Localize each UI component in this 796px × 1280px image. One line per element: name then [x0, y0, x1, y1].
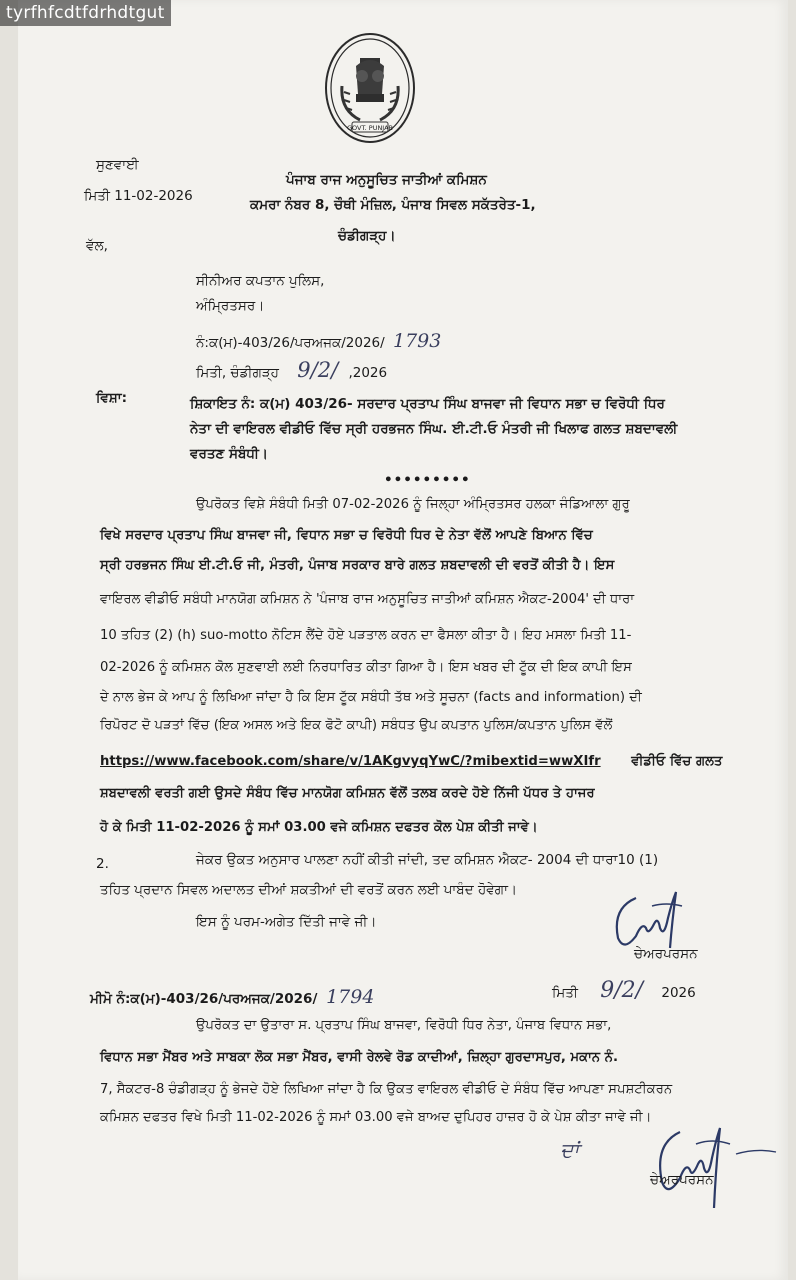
hearing-label: ਸੁਣਵਾਈ	[96, 157, 139, 173]
para1-line: ਰਿਪੋਰਟ ਦੋ ਪੜਤਾਂ ਵਿੱਚ (ਇਕ ਅਸਲ ਅਤੇ ਇਕ ਫੋਟੋ ਕਾਪੀ) ਸਬੰਧਤ ਉਪ ਕਪਤਾਨ ਪੁਲਿਸ/ਕਪਤਾਨ ਪੁਲਿਸ ਵੱਲੋਂ	[100, 718, 613, 733]
facebook-link[interactable]: https://www.facebook.com/share/v/1AKgvyqYwC/?mibextid=wwXIfr	[100, 754, 601, 769]
to-label: ਵੱਲ,	[86, 238, 108, 254]
endorsement-line: ਉਪਰੋਕਤ ਦਾ ਉਤਾਰਾ ਸ. ਪ੍ਰਤਾਪ ਸਿੰਘ ਬਾਜਵਾ, ਵਿਰੋਧੀ ਧਿਰ ਨੇਤਾ, ਪੰਜਾਬ ਵਿਧਾਨ ਸਭਾ,	[196, 1018, 612, 1033]
punjab-emblem-icon	[322, 30, 418, 146]
subject-label: ਵਿਸ਼ਾ:	[96, 390, 128, 406]
para1-line: 10 ਤਹਿਤ (2) (h) suo-motto ਨੋਟਿਸ ਲੈਂਦੇ ਹੋਏ ਪੜਤਾਲ ਕਰਨ ਦਾ ਫੈਸਲਾ ਕੀਤਾ ਹੈ। ਇਹ ਮਸਲਾ ਮਿਤੀ 11-	[100, 628, 632, 643]
para1-line: ਉਪਰੋਕਤ ਵਿਸ਼ੇ ਸੰਬੰਧੀ ਮਿਤੀ 07-02-2026 ਨੂੰ ਜਿਲ੍ਹਾ ਅੰਮ੍ਰਿਤਸਰ ਹਲਕਾ ਜੰਡਿਆਲਾ ਗੁਰੂ	[196, 497, 630, 512]
link-line	[100, 754, 723, 769]
chairperson-title-1: ਚੇਅਰਪਰਸਨ	[634, 946, 698, 962]
memo-ref-handwritten: 1794	[326, 986, 375, 1008]
subject-line1: ਸ਼ਿਕਾਇਤ ਨੰ: ਕ(ਮ) 403/26- ਸਰਦਾਰ ਪ੍ਰਤਾਪ ਸਿੰਘ ਬਾਜਵਾ ਜੀ ਵਿਧਾਨ ਸਭਾ ਚ ਵਿਰੋਧੀ ਧਿਰ	[190, 396, 665, 412]
para2-line3: ਇਸ ਨੂੰ ਪਰਮ-ਅਗੇਤ ਦਿੱਤੀ ਜਾਵੇ ਜੀ।	[196, 914, 377, 930]
office-address: ਕਮਰਾ ਨੰਬਰ 8, ਚੌਥੀ ਮੰਜ਼ਿਲ, ਪੰਜਾਬ ਸਿਵਲ ਸਕੱਤਰੇਤ-1,	[250, 197, 536, 213]
para2-line2: ਤਹਿਤ ਪ੍ਰਦਾਨ ਸਿਵਲ ਅਦਾਲਤ ਦੀਆਂ ਸ਼ਕਤੀਆਂ ਦੀ ਵਰਤੋਂ ਕਰਨ ਲਈ ਪਾਬੰਦ ਹੋਵੇਗਾ।	[100, 882, 518, 898]
para1-line: 02-2026 ਨੂੰ ਕਮਿਸ਼ਨ ਕੋਲ ਸੁਣਵਾਈ ਲਈ ਨਿਰਧਾਰਿਤ ਕੀਤਾ ਗਿਆ ਹੈ। ਇਸ ਖਬਰ ਦੀ ਟੂੱਕ ਦੀ ਇਕ ਕਾਪੀ ਇਸ	[100, 660, 632, 675]
reference-prefix: ਨੰ:ਕ(ਮ)-403/26/ਪਰਅਜਕ/2026/	[196, 335, 385, 351]
para1b-line: ਸ਼ਬਦਾਵਲੀ ਵਰਤੀ ਗਈ ਉਸਦੇ ਸੰਬੰਧ ਵਿੱਚ ਮਾਨਯੋਗ ਕਮਿਸ਼ਨ ਵੱਲੋਂ ਤਲਬ ਕਰਦੇ ਹੋਏ ਨਿੱਜੀ ਪੱਧਰ ਤੇ ਹਾਜਰ	[100, 786, 595, 801]
memo-date-handwritten: 9/2/	[600, 978, 644, 1003]
para2-number: 2.	[96, 856, 109, 872]
para1-line: ਵਿਖੇ ਸਰਦਾਰ ਪ੍ਰਤਾਪ ਸਿੰਘ ਬਾਜਵਾ ਜੀ, ਵਿਧਾਨ ਸਭਾ ਚ ਵਿਰੋਧੀ ਧਿਰ ਦੇ ਨੇਤਾ ਵੱਲੋਂ ਆਪਣੇ ਬਿਆਨ ਵਿੱਚ	[100, 528, 593, 543]
para1-line: ਵਾਇਰਲ ਵੀਡੀਓ ਸਬੰਧੀ ਮਾਨਯੋਗ ਕਮਿਸ਼ਨ ਨੇ 'ਪੰਜਾਬ ਰਾਜ ਅਨੁਸੂਚਿਤ ਜਾਤੀਆਂ ਕਮਿਸ਼ਨ ਐਕਟ-2004' ਦੀ ਧਾਰਾ	[100, 592, 635, 607]
memo-date	[552, 978, 696, 1004]
recipient-line2: ਅੰਮ੍ਰਿਤਸਰ।	[196, 298, 265, 314]
reference-number	[196, 330, 441, 353]
endorsement-line: ਵਿਧਾਨ ਸਭਾ ਮੈਂਬਰ ਅਤੇ ਸਾਬਕਾ ਲੋਕ ਸਭਾ ਮੈਂਬਰ, ਵਾਸੀ ਰੇਲਵੇ ਰੋਡ ਕਾਦੀਆਂ, ਜ਼ਿਲ੍ਹਾ ਗੁਰਦਾਸਪੁਰ, ਮਕਾਨ ਨੰ.	[100, 1050, 619, 1065]
date-handwritten: 9/2/	[297, 358, 339, 382]
chairperson-signature-2-icon	[640, 1118, 780, 1218]
handwritten-note: ਦਾਂ	[560, 1138, 579, 1162]
subject-divider: •••••••••	[384, 472, 471, 488]
recipient-line1: ਸੀਨੀਅਰ ਕਪਤਾਨ ਪੁਲਿਸ,	[196, 273, 325, 289]
para2-line1: ਜੇਕਰ ਉਕਤ ਅਨੁਸਾਰ ਪਾਲਣਾ ਨਹੀਂ ਕੀਤੀ ਜਾਂਦੀ, ਤਦ ਕਮਿਸ਼ਨ ਐਕਟ- 2004 ਦੀ ਧਾਰਾ10 (1)	[196, 852, 659, 868]
date-suffix: ,2026	[348, 365, 388, 381]
reference-handwritten: 1793	[392, 330, 442, 352]
subject-line3: ਵਰਤਣ ਸੰਬੰਧੀ।	[190, 446, 269, 462]
para1-line: ਦੇ ਨਾਲ ਭੇਜ ਕੇ ਆਪ ਨੂੰ ਲਿਖਿਆ ਜਾਂਦਾ ਹੈ ਕਿ ਇਸ ਟੂੱਕ ਸਬੰਧੀ ਤੱਥ ਅਤੇ ਸੂਚਨਾ (facts and information) ਦੀ	[100, 690, 642, 705]
para1b-line: ਹੋ ਕੇ ਮਿਤੀ 11-02-2026 ਨੂੰ ਸਮਾਂ 03.00 ਵਜੇ ਕਮਿਸ਼ਨ ਦਫਤਰ ਕੋਲ ਪੇਸ਼ ਕੀਤੀ ਜਾਵੇ।	[100, 820, 538, 835]
link-after-text: ਵੀਡੀਓ ਵਿੱਚ ਗਲਤ	[631, 754, 723, 769]
memo-date-year: 2026	[661, 985, 696, 1001]
date-prefix: ਮਿਤੀ, ਚੰਡੀਗੜ੍ਹ	[196, 365, 279, 381]
para1-line: ਸ੍ਰੀ ਹਰਭਜਨ ਸਿੰਘ ਈ.ਟੀ.ਓ ਜੀ, ਮੰਤਰੀ, ਪੰਜਾਬ ਸਰਕਾਰ ਬਾਰੇ ਗਲਤ ਸ਼ਬਦਾਵਲੀ ਦੀ ਵਰਤੋਂ ਕੀਤੀ ਹੈ। ਇਸ	[100, 558, 615, 573]
watermark-text: tyrfhfcdtfdrhdtgut	[0, 0, 171, 26]
memo-ref-prefix: ਮੀਮੋ ਨੰ:ਕ(ਮ)-403/26/ਪਰਅਜਕ/2026/	[90, 991, 318, 1007]
subject-line2: ਨੇਤਾ ਦੀ ਵਾਇਰਲ ਵੀਡੀਓ ਵਿੱਚ ਸ੍ਰੀ ਹਰਭਜਨ ਸਿੰਘ. ਈ.ਟੀ.ਓ ਮੰਤਰੀ ਜੀ ਖਿਲਾਫ ਗਲਤ ਸ਼ਬਦਾਵਲੀ	[190, 421, 678, 437]
memo-reference	[90, 986, 374, 1009]
hearing-date: ਮਿਤੀ 11-02-2026	[84, 188, 193, 204]
endorsement-line: ਕਮਿਸ਼ਨ ਦਫਤਰ ਵਿਖੇ ਮਿਤੀ 11-02-2026 ਨੂੰ ਸਮਾਂ 03.00 ਵਜੇ ਬਾਅਦ ਦੁਪਿਹਰ ਹਾਜ਼ਰ ਹੋ ਕੇ ਪੇਸ਼ ਕੀਤਾ ਜਾਵੇ ਜੀ।	[100, 1110, 652, 1125]
letter-date	[196, 358, 387, 383]
chairperson-title-2: ਚੇਅਰਪਰਸਨ	[650, 1172, 714, 1188]
office-name: ਪੰਜਾਬ ਰਾਜ ਅਨੁਸੂਚਿਤ ਜਾਤੀਆਂ ਕਮਿਸ਼ਨ	[286, 172, 487, 188]
memo-date-label: ਮਿਤੀ	[552, 985, 578, 1001]
endorsement-line: 7, ਸੈਕਟਰ-8 ਚੰਡੀਗੜ੍ਹ ਨੂੰ ਭੇਜਦੇ ਹੋਏ ਲਿਖਿਆ ਜਾਂਦਾ ਹੈ ਕਿ ਉਕਤ ਵਾਇਰਲ ਵੀਡੀਓ ਦੇ ਸੰਬੰਧ ਵਿੱਚ ਆਪਣਾ ਸਪਸ਼ਟੀਕਰਨ	[100, 1082, 673, 1097]
office-city: ਚੰਡੀਗੜ੍ਹ।	[338, 228, 396, 244]
emblem-text: GOVT. PUNJAB	[346, 124, 394, 132]
